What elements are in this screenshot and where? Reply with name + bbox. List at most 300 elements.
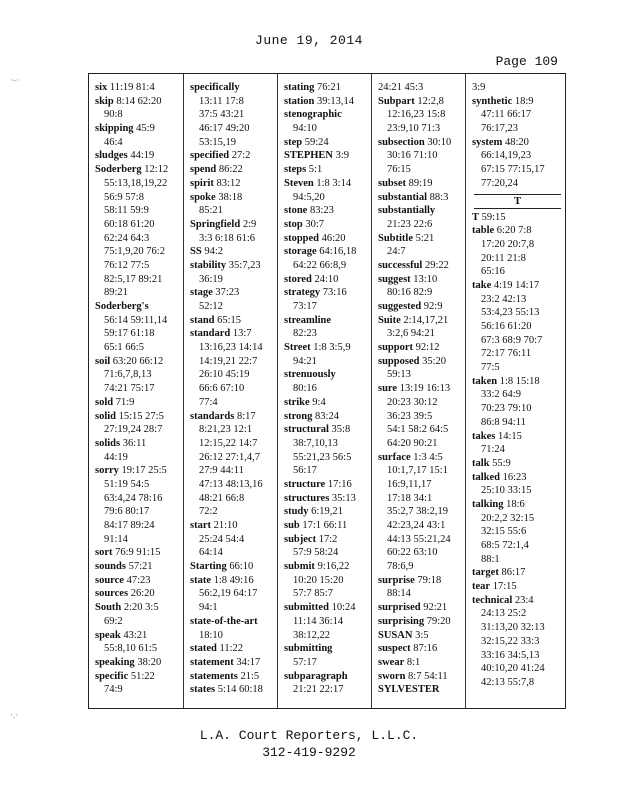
page-line-refs: 8:17 <box>236 410 256 422</box>
page-line-refs: 38:7,10,13 <box>293 437 338 449</box>
index-entry <box>95 670 183 684</box>
index-entry <box>378 656 465 670</box>
index-entry <box>472 580 567 594</box>
index-word: talk <box>472 457 490 469</box>
index-word: solid <box>95 410 117 422</box>
index-word: sub <box>284 520 300 531</box>
index-word: T <box>472 211 480 223</box>
index-entry <box>284 478 371 492</box>
page-line-refs: 3:3 6:18 61:6 <box>199 232 256 244</box>
page-line-refs: 8:14 62:20 <box>116 95 162 107</box>
index-word: technical <box>472 594 513 606</box>
index-word: stop <box>284 218 303 230</box>
index-entry <box>284 273 371 287</box>
page-line-refs: 59:15 <box>481 211 506 223</box>
index-word: talking <box>472 498 504 510</box>
index-entry <box>378 683 465 697</box>
index-entry <box>284 410 371 424</box>
page-line-refs: 17:15 <box>492 581 517 593</box>
index-entry <box>190 314 277 328</box>
index-entry <box>472 457 567 471</box>
index-entry <box>95 410 183 424</box>
page-line-refs: 15:15 27:5 <box>118 410 164 422</box>
index-entry <box>284 177 371 191</box>
page-line-refs: 64:16,18 <box>319 246 357 258</box>
page-line-refs: 26:12 27:1,4,7 <box>199 451 260 463</box>
index-entry <box>284 218 371 232</box>
index-word: surface <box>378 451 411 463</box>
page-line-refs: 5:21 <box>415 232 435 244</box>
index-column-1 <box>89 74 183 708</box>
scan-mark: ·.· <box>10 710 19 720</box>
index-entry <box>284 108 371 122</box>
page-line-refs: 21:5 <box>240 670 260 682</box>
page-line-refs: 34:17 <box>236 656 261 668</box>
index-word: substantial <box>378 191 428 203</box>
page-line-refs: 11:19 81:4 <box>109 82 155 93</box>
page-line-refs: 66:6 67:10 <box>199 383 245 395</box>
court-reporter-name: L.A. Court Reporters, L.L.C. <box>199 728 419 743</box>
index-entry <box>284 341 371 355</box>
page-line-refs: 79:18 <box>417 574 442 586</box>
page-line-refs: 63:20 66:12 <box>112 355 164 367</box>
page-line-refs: 78:6,9 <box>387 561 414 573</box>
index-entry <box>284 642 371 656</box>
page-line-refs: 55:8,10 61:5 <box>104 643 158 655</box>
index-word: stage <box>190 287 213 299</box>
page-line-refs: 56:16 61:20 <box>481 321 532 332</box>
page-line-refs: 87:16 <box>413 643 438 655</box>
index-word: strenuously <box>284 369 336 381</box>
page-line-refs: 8:1 <box>406 656 421 668</box>
page-line-refs: 5:14 60:18 <box>217 684 263 696</box>
page-line-refs: 64:14 <box>199 547 223 559</box>
page-number: Page 109 <box>495 54 558 69</box>
page-line-refs: 9:4 <box>312 396 326 408</box>
page-line-refs: 51:19 54:5 <box>104 478 150 490</box>
page-line-refs: 36:19 <box>199 273 223 285</box>
page-line-refs: 56:17 <box>293 465 317 477</box>
page-line-refs: 1:8 15:18 <box>499 375 540 387</box>
page-line-refs: 14:15 <box>497 430 522 442</box>
page-line-refs: 47:13 48:13,16 <box>199 478 263 490</box>
page-line-refs: 86:8 94:11 <box>481 416 526 428</box>
word-index-frame <box>88 73 566 709</box>
index-word: source <box>95 574 124 586</box>
index-word: stopped <box>284 232 320 244</box>
index-word: successful <box>378 259 423 271</box>
index-word: structure <box>284 478 326 490</box>
index-entry <box>95 122 183 136</box>
index-word: SUSAN <box>378 629 413 641</box>
page-line-refs: 71:6,7,8,13 <box>104 369 152 381</box>
page-line-refs: 27:9 44:11 <box>199 465 244 477</box>
page-line-refs: 30:7 <box>305 218 324 230</box>
index-entry <box>284 286 371 300</box>
page-line-refs: 94:10 <box>293 123 317 135</box>
index-word: synthetic <box>472 95 513 107</box>
page-line-refs: 94:1 <box>199 602 218 614</box>
page-line-refs: 65:15 <box>217 314 242 326</box>
index-word: strategy <box>284 287 321 299</box>
index-word: streamline <box>284 314 332 326</box>
index-entry <box>284 163 371 177</box>
page-line-refs: 17:2 <box>318 533 338 545</box>
page-line-refs: 59:13 <box>387 369 411 381</box>
page-line-refs: 3:9 <box>335 150 350 162</box>
index-entry <box>190 149 277 163</box>
page-line-refs: 47:23 <box>126 574 151 586</box>
index-word: surprised <box>378 602 421 614</box>
index-word: stating <box>284 82 315 93</box>
index-word: take <box>472 279 492 291</box>
index-word: submit <box>284 561 315 573</box>
index-entry <box>190 656 277 670</box>
index-word: surprise <box>378 574 415 586</box>
index-entry <box>190 615 277 629</box>
page-line-refs: 23:2 42:13 <box>481 293 527 305</box>
index-entry <box>95 149 183 163</box>
index-entry <box>190 642 277 656</box>
index-word: step <box>284 136 303 148</box>
index-word: sort <box>95 547 113 559</box>
page-line-refs: 18:9 <box>514 95 534 107</box>
index-entry <box>378 341 465 355</box>
index-entry <box>284 396 371 410</box>
page-line-refs: 1:8 3:5,9 <box>313 342 351 354</box>
page-line-refs: 17:20 20:7,8 <box>481 238 535 250</box>
page-line-refs: 44:13 55:21,24 <box>387 533 451 545</box>
page-line-refs: 94:2 <box>204 246 223 258</box>
page-line-refs: 54:1 58:2 64:5 <box>387 424 449 436</box>
page-line-refs: 82:5,17 89:21 <box>104 273 163 285</box>
page-line-refs: 80:16 82:9 <box>387 287 433 299</box>
index-word: submitting <box>284 643 333 655</box>
page-line-refs: 20:2,2 32:15 <box>481 512 535 524</box>
page-line-refs: 88:14 <box>387 588 411 600</box>
index-entry <box>472 594 567 608</box>
index-entry <box>284 149 371 163</box>
page-line-refs: 76:9 91:15 <box>115 547 161 559</box>
page-line-refs: 32:15,22 33:3 <box>481 635 540 647</box>
index-entry <box>284 560 371 574</box>
index-entry <box>95 629 183 643</box>
page-line-refs: 88:3 <box>429 191 449 203</box>
page-line-refs: 17:1 66:11 <box>302 520 348 531</box>
index-word: table <box>472 225 495 237</box>
page-line-refs: 75:1,9,20 76:2 <box>104 246 165 258</box>
page-line-refs: 55:21,23 56:5 <box>293 451 352 463</box>
page-line-refs: 67:3 68:9 70:7 <box>481 334 543 346</box>
page-line-refs: 18:6 <box>506 498 525 510</box>
index-word: strong <box>284 410 313 422</box>
page-line-refs: 33:16 34:5,13 <box>481 649 540 661</box>
index-word: subset <box>378 177 407 189</box>
index-word: spend <box>190 164 217 176</box>
page-line-refs: 10:24 <box>331 602 356 614</box>
page-line-refs: 92:21 <box>423 602 448 614</box>
page-line-refs: 24:7 <box>387 246 406 258</box>
index-entry <box>95 464 183 478</box>
page-line-refs: 77:4 <box>199 396 218 408</box>
page-line-refs: 21:10 <box>213 520 238 531</box>
index-word: South <box>95 602 122 614</box>
index-entry <box>284 314 371 328</box>
index-entry <box>472 81 567 95</box>
index-entry <box>472 471 567 485</box>
page-line-refs: 76:17,23 <box>481 123 519 135</box>
index-entry <box>472 224 567 238</box>
index-word: study <box>284 506 309 518</box>
page-line-refs: 57:17 <box>293 656 317 668</box>
page-line-refs: 52:12 <box>199 301 223 312</box>
page-line-refs: 46:4 <box>104 136 123 148</box>
page-line-refs: 73:16 <box>322 287 347 299</box>
index-column-5 <box>465 74 567 708</box>
index-entry <box>378 642 465 656</box>
index-entry <box>95 355 183 369</box>
index-word: sources <box>95 588 129 600</box>
page-line-refs: 76:12 77:5 <box>104 259 150 271</box>
page-line-refs: 24:21 45:3 <box>378 82 424 93</box>
index-word: supposed <box>378 355 420 367</box>
index-word: submitted <box>284 602 329 614</box>
page-line-refs: 10:20 15:20 <box>293 574 344 586</box>
page-line-refs: 27:19,24 28:7 <box>104 424 163 436</box>
index-entry <box>190 218 277 232</box>
index-entry <box>472 136 567 150</box>
page-line-refs: 9:16,22 <box>317 561 350 573</box>
page-line-refs: 51:22 <box>130 670 155 682</box>
index-word: suggest <box>378 273 411 285</box>
index-word: talked <box>472 471 501 483</box>
index-word: standards <box>190 410 235 422</box>
page-line-refs: 5:1 <box>308 164 323 176</box>
index-word: solids <box>95 437 121 449</box>
page-line-refs: 65:1 66:5 <box>104 342 144 354</box>
page-line-refs: 38:12,22 <box>293 629 331 641</box>
index-word: suggested <box>378 301 422 312</box>
page-line-refs: 36:23 39:5 <box>387 410 433 422</box>
page-line-refs: 56:9 57:8 <box>104 191 144 203</box>
index-word: stated <box>190 643 217 655</box>
page-line-refs: 76:15 <box>387 164 411 176</box>
page-line-refs: 25:10 33:15 <box>481 485 532 497</box>
index-word: sold <box>95 396 114 408</box>
index-word: structures <box>284 492 330 504</box>
index-entry <box>472 211 567 225</box>
page-line-refs: 83:24 <box>315 410 339 422</box>
index-word: soil <box>95 355 111 367</box>
page-line-refs: 85:21 <box>199 205 223 217</box>
index-word: Street <box>284 342 311 354</box>
page-line-refs: 80:16 <box>293 383 317 395</box>
index-word: steps <box>284 164 307 176</box>
page-line-refs: 37:23 <box>215 287 240 299</box>
index-word: STEPHEN <box>284 150 334 162</box>
page-line-refs: 55:13,18,19,22 <box>104 177 168 189</box>
index-word: speak <box>95 629 121 641</box>
letter-section-header: T <box>474 194 561 209</box>
index-word: statements <box>190 670 238 682</box>
page-line-refs: 82:23 <box>293 328 317 340</box>
index-entry <box>190 259 277 273</box>
index-entry <box>190 177 277 191</box>
page-line-refs: 11:14 36:14 <box>293 615 344 627</box>
index-word: spoke <box>190 191 216 203</box>
index-entry <box>378 601 465 615</box>
page-line-refs: 74:21 75:17 <box>104 383 155 395</box>
page-line-refs: 30:10 <box>427 136 452 148</box>
index-word: Subtitle <box>378 232 414 244</box>
index-word: station <box>284 95 315 107</box>
index-entry <box>378 191 465 205</box>
index-word: sounds <box>95 561 126 573</box>
page-line-refs: 94:5,20 <box>293 191 325 203</box>
page-line-refs: 57:9 58:24 <box>293 547 339 559</box>
index-word: sorry <box>95 465 119 477</box>
page-line-refs: 70:23 79:10 <box>481 403 532 415</box>
index-word: takes <box>472 430 496 442</box>
index-entry <box>284 245 371 259</box>
page-line-refs: 86:22 <box>218 164 243 176</box>
index-word: swear <box>378 656 405 668</box>
page-line-refs: 13:7 <box>232 328 252 340</box>
page-line-refs: 43:21 <box>123 629 148 641</box>
page-line-refs: 73:17 <box>293 301 317 312</box>
page-line-refs: 35:13 <box>331 492 356 504</box>
index-word: Steven <box>284 177 314 189</box>
index-entry <box>378 574 465 588</box>
page-line-refs: 60:22 63:10 <box>387 547 438 559</box>
page-line-refs: 3:2,6 94:21 <box>387 328 435 340</box>
page-line-refs: 8:21,23 12:1 <box>199 424 253 436</box>
index-entry <box>284 81 371 95</box>
index-word: Soderberg's <box>95 301 149 312</box>
page-line-refs: 74:9 <box>104 684 123 696</box>
index-entry <box>284 423 371 437</box>
page-line-refs: 26:10 45:19 <box>199 369 250 381</box>
page-line-refs: 23:4 <box>514 594 534 606</box>
index-entry <box>190 519 277 533</box>
index-entry <box>95 546 183 560</box>
index-entry <box>95 587 183 601</box>
index-entry <box>378 355 465 369</box>
page-line-refs: 92:9 <box>423 301 443 312</box>
page-line-refs: 48:21 66:8 <box>199 492 245 504</box>
index-entry <box>190 191 277 205</box>
page-line-refs: 89:19 <box>408 177 433 189</box>
page-line-refs: 35:2,7 38:2,19 <box>387 506 448 518</box>
index-entry <box>284 519 371 533</box>
index-entry <box>378 259 465 273</box>
page-line-refs: 2:20 3:5 <box>123 602 159 614</box>
index-entry <box>284 492 371 506</box>
index-word: state-of-the-art <box>190 615 258 627</box>
index-entry <box>284 368 371 382</box>
page-line-refs: 24:13 25:2 <box>481 608 527 620</box>
page-line-refs: 45:9 <box>136 123 155 135</box>
page-line-refs: 20:11 21:8 <box>481 252 526 264</box>
index-entry <box>95 396 183 410</box>
page-line-refs: 59:17 61:18 <box>104 328 155 340</box>
index-word: support <box>378 342 414 354</box>
page-line-refs: 71:24 <box>481 444 505 456</box>
page-line-refs: 66:10 <box>229 561 254 573</box>
index-entry <box>284 232 371 246</box>
page-line-refs: 38:20 <box>137 656 162 668</box>
index-entry <box>284 505 371 519</box>
index-word: Subpart <box>378 95 415 107</box>
page-line-refs: 86:17 <box>501 567 526 579</box>
page-line-refs: 25:24 54:4 <box>199 533 245 545</box>
page-line-refs: 48:20 <box>504 136 529 148</box>
page-line-refs: 77:20,24 <box>481 177 519 189</box>
index-entry <box>378 451 465 465</box>
index-entry <box>284 136 371 150</box>
page-line-refs: 59:24 <box>304 136 329 148</box>
index-entry <box>95 163 183 177</box>
index-entry <box>95 574 183 588</box>
index-entry <box>95 95 183 109</box>
index-entry <box>378 629 465 643</box>
page-line-refs: 64:20 90:21 <box>387 437 438 449</box>
index-entry <box>472 498 567 512</box>
index-entry <box>378 314 465 328</box>
court-reporter-phone: 312-419-9292 <box>262 745 356 760</box>
page-line-refs: 69:2 <box>104 615 123 627</box>
index-entry <box>284 204 371 218</box>
page-line-refs: 11:22 <box>219 643 243 655</box>
index-word: structural <box>284 424 329 436</box>
page-line-refs: 72:17 76:11 <box>481 348 532 360</box>
page-line-refs: 58:11 59:9 <box>104 205 149 217</box>
index-entry <box>190 327 277 341</box>
index-entry <box>378 273 465 287</box>
page-line-refs: 3:5 <box>415 629 429 641</box>
index-entry <box>472 279 567 293</box>
index-word: taken <box>472 375 498 387</box>
page-line-refs: 88:1 <box>481 553 500 565</box>
page-line-refs: 35:8 <box>331 424 351 436</box>
page-line-refs: 33:2 64:9 <box>481 389 521 401</box>
page-line-refs: 26:20 <box>130 588 155 600</box>
index-entry <box>190 560 277 574</box>
page-line-refs: 21:21 22:17 <box>293 684 344 696</box>
index-entry <box>95 656 183 670</box>
index-word: storage <box>284 246 317 258</box>
page-line-refs: 94:21 <box>293 355 317 367</box>
page-line-refs: 17:16 <box>327 478 352 490</box>
index-word: SYLVESTER <box>378 684 440 696</box>
page-line-refs: 6:19,21 <box>311 506 343 518</box>
page-line-refs: 13:11 17:8 <box>199 95 244 107</box>
page-line-refs: 55:9 <box>492 457 511 469</box>
index-entry <box>190 286 277 300</box>
index-word: statement <box>190 656 234 668</box>
page-line-refs: 13:10 <box>413 273 438 285</box>
page-line-refs: 6:20 7:8 <box>496 225 532 237</box>
index-entry <box>190 670 277 684</box>
index-entry <box>95 81 183 95</box>
index-word: stone <box>284 205 308 217</box>
page-line-refs: 13:19 16:13 <box>399 383 451 395</box>
page-line-refs: 16:9,11,17 <box>387 478 432 490</box>
page-line-refs: 57:21 <box>128 561 153 573</box>
index-column-2 <box>183 74 277 708</box>
page-line-refs: 39:13,14 <box>316 95 355 107</box>
page-line-refs: 83:12 <box>216 177 241 189</box>
